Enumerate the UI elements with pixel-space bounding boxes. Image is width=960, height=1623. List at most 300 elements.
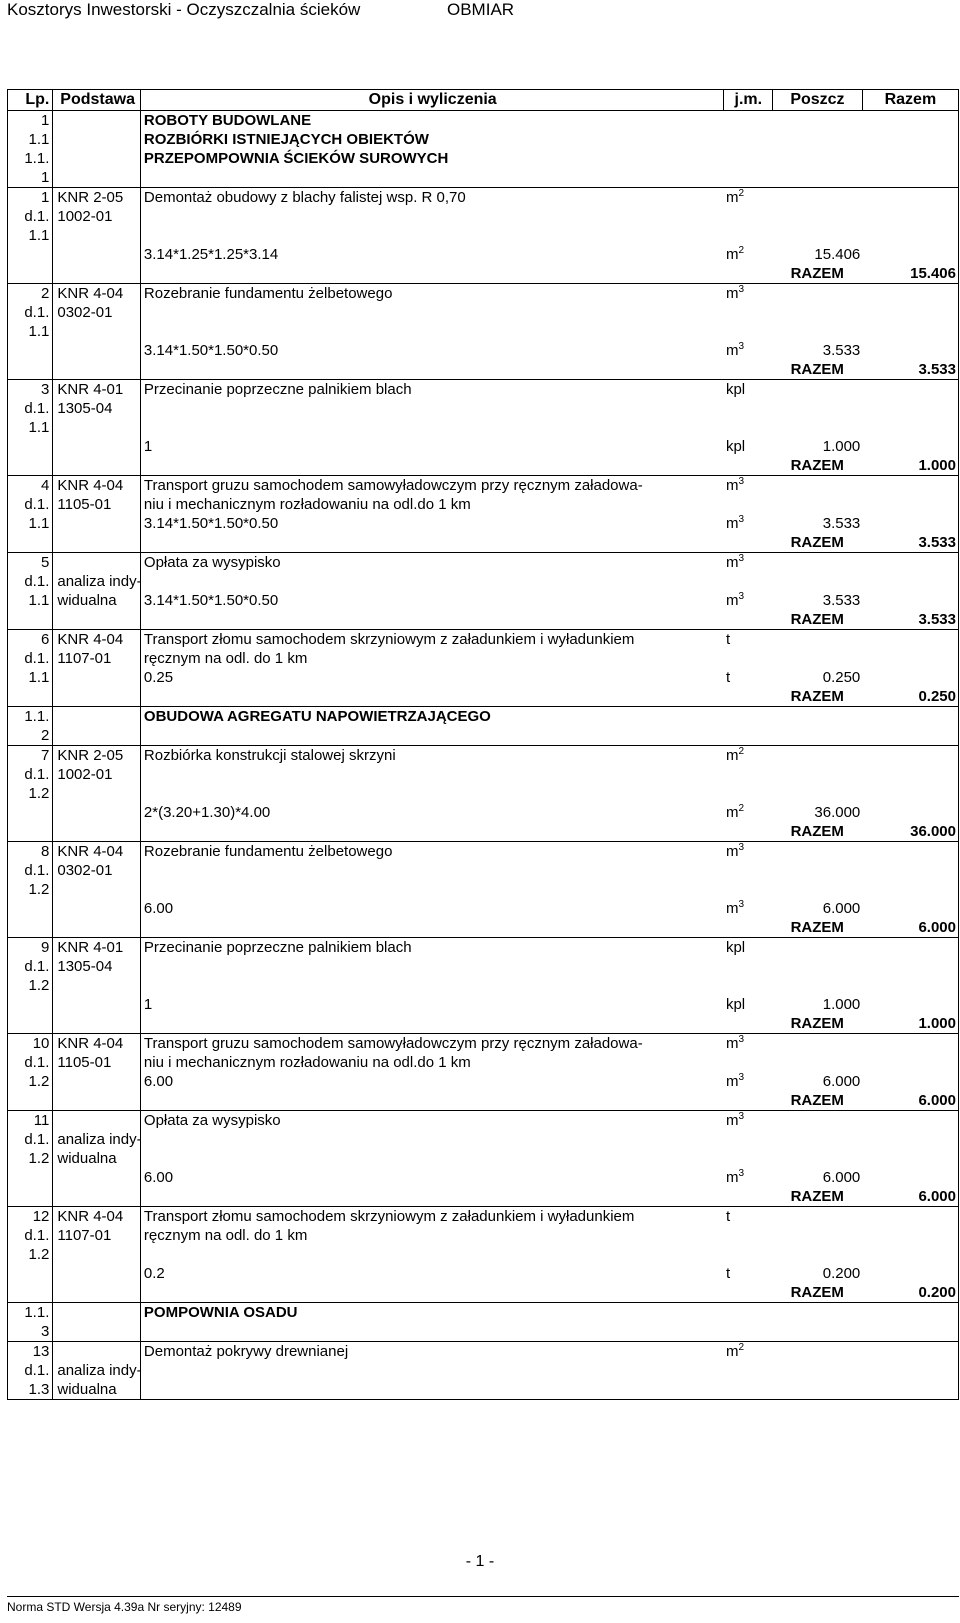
- row-jm: [724, 1014, 773, 1034]
- table-row: [8, 360, 959, 380]
- row-unit: [724, 284, 773, 304]
- unit-exponent: 3: [738, 341, 745, 352]
- row-lp: [8, 899, 53, 918]
- row-lp: 1.2: [8, 880, 53, 899]
- row-unit: [724, 1264, 773, 1283]
- table-row: [8, 207, 959, 226]
- unit-exponent: 3: [738, 476, 745, 487]
- unit-exponent: 2: [738, 188, 745, 199]
- row-razem: [862, 1264, 958, 1283]
- razem-label: RAZEM: [790, 1284, 844, 1301]
- unit-text: t: [725, 669, 731, 686]
- row-razem: [862, 418, 958, 437]
- unit-exponent: 2: [738, 803, 745, 814]
- row-unit: [724, 880, 773, 899]
- table-row: [8, 514, 959, 533]
- row-podstawa: [53, 418, 141, 437]
- table-row: [8, 649, 959, 668]
- table-row: [8, 1245, 959, 1264]
- row-desc: 6.00: [143, 1073, 174, 1090]
- razem-value: 1.000: [862, 1014, 958, 1034]
- row-lp: [8, 264, 53, 284]
- razem-label: RAZEM: [790, 1188, 844, 1205]
- row-desc: [140, 1361, 724, 1380]
- unit-text: t: [725, 631, 731, 648]
- row-podstawa: [53, 976, 141, 995]
- unit-text: kpl: [725, 996, 746, 1013]
- column-header-podstawa: Podstawa: [53, 90, 141, 111]
- row-podstawa: [53, 899, 141, 918]
- row-desc: ręcznym na odl. do 1 km: [143, 650, 308, 667]
- row-lp: 11: [8, 1111, 53, 1131]
- table-row: [8, 822, 959, 842]
- row-unit: [724, 1072, 773, 1091]
- row-razem: [862, 784, 958, 803]
- row-lp: 3: [8, 1322, 53, 1342]
- row-lp: 1.2: [8, 784, 53, 803]
- row-razem: [862, 765, 958, 784]
- table-row: [8, 168, 959, 188]
- unit-text: m: [725, 1035, 739, 1052]
- document-title: Kosztorys Inwestorski - Oczyszczalnia ścieków: [7, 0, 361, 19]
- row-desc: [140, 880, 724, 899]
- row-poszcz: 0.250: [822, 669, 861, 686]
- table-row: [8, 1264, 959, 1283]
- row-desc: Rozbiórka konstrukcji stalowej skrzyni: [140, 746, 724, 766]
- row-desc: ROBOTY BUDOWLANE: [140, 111, 724, 131]
- unit-exponent: 3: [738, 553, 745, 564]
- row-desc: Demontaż pokrywy drewnianej: [140, 1342, 724, 1362]
- row-unit: [724, 341, 773, 360]
- row-desc: ręcznym na odl. do 1 km: [143, 1227, 308, 1244]
- razem-label: RAZEM: [790, 265, 844, 282]
- unit-text: m: [725, 900, 739, 917]
- row-podstawa: KNR 4-04: [53, 1034, 141, 1054]
- row-razem: [862, 341, 958, 360]
- row-razem: [862, 957, 958, 976]
- unit-text: m: [725, 554, 739, 571]
- row-unit: [724, 746, 773, 766]
- row-poszcz: [773, 842, 863, 862]
- table-row: [8, 1053, 959, 1072]
- row-razem: [862, 284, 958, 304]
- row-podstawa: [53, 1283, 141, 1303]
- razem-label: RAZEM: [790, 1092, 844, 1109]
- row-desc: [140, 1380, 724, 1400]
- row-unit: [724, 803, 773, 822]
- row-lp: d.1.: [8, 207, 53, 226]
- row-unit: [724, 111, 773, 131]
- row-lp: 1.1: [8, 322, 53, 341]
- row-razem: [862, 1245, 958, 1264]
- razem-value: 6.000: [862, 918, 958, 938]
- table-row: [8, 803, 959, 822]
- row-podstawa: [53, 1091, 141, 1111]
- row-poszcz: [773, 284, 863, 304]
- table-row: [8, 1072, 959, 1091]
- row-podstawa: [53, 264, 141, 284]
- row-lp: 2: [8, 284, 53, 304]
- row-razem: [862, 938, 958, 958]
- row-poszcz: 1.000: [822, 996, 861, 1013]
- row-desc: [140, 957, 724, 976]
- row-unit: [724, 1361, 773, 1380]
- row-unit: [724, 188, 773, 208]
- row-lp: [8, 1091, 53, 1111]
- table-row: [8, 918, 959, 938]
- row-jm: [724, 360, 773, 380]
- unit-text: m: [725, 843, 739, 860]
- row-razem: [862, 976, 958, 995]
- table-row: [8, 399, 959, 418]
- row-unit: [724, 649, 773, 668]
- row-podstawa: [53, 1245, 141, 1264]
- row-razem: [862, 1168, 958, 1187]
- row-lp: d.1.: [8, 572, 53, 591]
- row-poszcz: [773, 1149, 863, 1168]
- row-podstawa: [53, 149, 141, 168]
- row-razem: [862, 207, 958, 226]
- table-row: [8, 899, 959, 918]
- row-razem: [862, 1034, 958, 1054]
- row-lp: 6: [8, 630, 53, 650]
- row-desc: [140, 322, 724, 341]
- row-desc: [140, 226, 724, 245]
- razem-value: 36.000: [862, 822, 958, 842]
- table-row: [8, 495, 959, 514]
- row-razem: [862, 303, 958, 322]
- row-razem: [862, 726, 958, 746]
- row-lp: 1.2: [8, 1149, 53, 1168]
- row-poszcz: [773, 303, 863, 322]
- row-unit: [724, 322, 773, 341]
- unit-exponent: 3: [738, 1072, 745, 1083]
- row-podstawa: [53, 322, 141, 341]
- row-unit: [724, 591, 773, 610]
- row-unit: [724, 380, 773, 400]
- row-desc: [140, 687, 724, 707]
- row-desc: Transport złomu samochodem skrzyniowym z załadunkiem i wyładunkiem: [140, 1207, 724, 1227]
- row-razem: [862, 399, 958, 418]
- row-poszcz: [773, 861, 863, 880]
- row-razem: [862, 899, 958, 918]
- row-unit: [724, 630, 773, 650]
- row-poszcz: [773, 380, 863, 400]
- razem-value: 0.250: [862, 687, 958, 707]
- row-desc: 0.2: [143, 1265, 165, 1282]
- row-lp: [8, 360, 53, 380]
- row-lp: 1.1: [8, 130, 53, 149]
- unit-exponent: 3: [738, 899, 745, 910]
- row-poszcz: 6.000: [822, 1073, 861, 1090]
- row-razem: [862, 1207, 958, 1227]
- row-podstawa: 1002-01: [53, 207, 141, 226]
- row-unit: [724, 707, 773, 727]
- row-razem: [862, 476, 958, 496]
- row-lp: 1.2: [8, 976, 53, 995]
- table-row: [8, 1091, 959, 1111]
- row-poszcz: [773, 130, 863, 149]
- row-jm: [724, 533, 773, 553]
- row-desc: [140, 572, 724, 591]
- row-lp: [8, 1168, 53, 1187]
- row-razem: [862, 668, 958, 687]
- row-lp: d.1.: [8, 765, 53, 784]
- row-unit: [724, 1245, 773, 1264]
- table-row: [8, 1130, 959, 1149]
- row-podstawa: [53, 341, 141, 360]
- row-razem: [862, 746, 958, 766]
- row-podstawa: [53, 803, 141, 822]
- row-lp: 5: [8, 553, 53, 573]
- table-row: [8, 130, 959, 149]
- row-podstawa: [53, 1187, 141, 1207]
- row-podstawa: KNR 2-05: [53, 188, 141, 208]
- column-header-jm: j.m.: [724, 90, 773, 111]
- row-lp: 1.1: [8, 418, 53, 437]
- row-lp: d.1.: [8, 1226, 53, 1245]
- unit-text: m: [725, 747, 739, 764]
- table-row: [8, 418, 959, 437]
- row-unit: [724, 899, 773, 918]
- row-lp: d.1.: [8, 957, 53, 976]
- table-header-row: [8, 90, 959, 111]
- row-poszcz: [773, 1111, 863, 1131]
- row-lp: 1.1.: [8, 149, 53, 168]
- row-lp: d.1.: [8, 861, 53, 880]
- table-row: [8, 1014, 959, 1034]
- row-poszcz: [773, 976, 863, 995]
- row-poszcz: [773, 1226, 863, 1245]
- table-row: [8, 1303, 959, 1323]
- row-podstawa: [53, 1322, 141, 1342]
- unit-text: m: [725, 246, 739, 263]
- unit-text: m: [725, 804, 739, 821]
- row-poszcz: [773, 495, 863, 514]
- row-podstawa: analiza indy-: [53, 572, 141, 591]
- row-razem: [862, 995, 958, 1014]
- row-poszcz: 1.000: [822, 438, 861, 455]
- row-unit: [724, 938, 773, 958]
- row-podstawa: 1105-01: [53, 1053, 141, 1072]
- row-unit: [724, 957, 773, 976]
- row-razem: [862, 1361, 958, 1380]
- row-razem: [862, 1226, 958, 1245]
- row-desc: [140, 418, 724, 437]
- table-row: [8, 456, 959, 476]
- row-poszcz: [773, 630, 863, 650]
- unit-text: m: [725, 1343, 739, 1360]
- row-podstawa: analiza indy-: [53, 1130, 141, 1149]
- row-desc: OBUDOWA AGREGATU NAPOWIETRZAJĄCEGO: [140, 707, 724, 727]
- row-desc: [140, 207, 724, 226]
- razem-label: RAZEM: [790, 1015, 844, 1032]
- row-desc: [140, 360, 724, 380]
- row-desc: Przecinanie poprzeczne palnikiem blach: [140, 380, 724, 400]
- row-razem: [862, 861, 958, 880]
- row-razem: [862, 630, 958, 650]
- unit-text: m: [725, 189, 739, 206]
- row-poszcz: 3.533: [822, 592, 861, 609]
- row-razem: [862, 168, 958, 188]
- row-razem: [862, 842, 958, 862]
- row-razem: [862, 1053, 958, 1072]
- row-jm: [724, 1283, 773, 1303]
- row-lp: 1: [8, 111, 53, 131]
- row-poszcz: [773, 1303, 863, 1323]
- razem-value: 0.200: [862, 1283, 958, 1303]
- row-jm: [724, 456, 773, 476]
- row-podstawa: [53, 553, 141, 573]
- row-desc: Demontaż obudowy z blachy falistej wsp. R 0,70: [140, 188, 724, 208]
- row-podstawa: KNR 4-04: [53, 1207, 141, 1227]
- razem-label: RAZEM: [790, 534, 844, 551]
- table-row: [8, 533, 959, 553]
- row-podstawa: [53, 784, 141, 803]
- row-desc: niu i mechanicznym rozładowaniu na odl.do 1 km: [143, 1054, 471, 1071]
- row-lp: [8, 995, 53, 1014]
- row-unit: [724, 149, 773, 168]
- row-desc: [140, 765, 724, 784]
- row-unit: [724, 495, 773, 514]
- row-razem: [862, 514, 958, 533]
- row-lp: 1.1: [8, 591, 53, 610]
- row-lp: 9: [8, 938, 53, 958]
- table-row: [8, 1111, 959, 1131]
- unit-text: kpl: [725, 939, 746, 956]
- row-razem: [862, 553, 958, 573]
- row-unit: [724, 553, 773, 573]
- row-podstawa: 1305-04: [53, 399, 141, 418]
- unit-exponent: 3: [738, 591, 745, 602]
- row-poszcz: [773, 168, 863, 188]
- table-row: [8, 726, 959, 746]
- row-desc: [140, 1091, 724, 1111]
- row-podstawa: 1305-04: [53, 957, 141, 976]
- row-poszcz: [773, 1034, 863, 1054]
- unit-exponent: 3: [738, 1111, 745, 1122]
- unit-text: t: [725, 1208, 731, 1225]
- row-jm: [724, 264, 773, 284]
- row-desc: 1: [143, 438, 153, 455]
- row-lp: [8, 341, 53, 360]
- row-podstawa: KNR 4-04: [53, 842, 141, 862]
- row-podstawa: [53, 1072, 141, 1091]
- row-unit: [724, 418, 773, 437]
- row-razem: [862, 1111, 958, 1131]
- row-unit: [724, 226, 773, 245]
- row-poszcz: [773, 399, 863, 418]
- row-lp: d.1.: [8, 1361, 53, 1380]
- row-podstawa: [53, 726, 141, 746]
- row-razem: [862, 226, 958, 245]
- footer-divider: [7, 1596, 959, 1597]
- row-unit: [724, 514, 773, 533]
- unit-exponent: 2: [738, 746, 745, 757]
- row-desc: 1: [143, 996, 153, 1013]
- row-desc: Rozebranie fundamentu żelbetowego: [140, 284, 724, 304]
- unit-exponent: 3: [738, 1168, 745, 1179]
- row-poszcz: [773, 765, 863, 784]
- footer-note: Norma STD Wersja 4.39a Nr seryjny: 12489: [7, 1600, 242, 1614]
- row-podstawa: [53, 995, 141, 1014]
- row-lp: [8, 245, 53, 264]
- row-poszcz: [773, 1322, 863, 1342]
- row-lp: [8, 803, 53, 822]
- row-unit: [724, 1053, 773, 1072]
- row-unit: [724, 1168, 773, 1187]
- table-row: [8, 687, 959, 707]
- unit-text: kpl: [725, 438, 746, 455]
- row-poszcz: [773, 726, 863, 746]
- row-poszcz: [773, 418, 863, 437]
- row-poszcz: [773, 226, 863, 245]
- row-poszcz: 3.533: [822, 342, 861, 359]
- row-unit: [724, 303, 773, 322]
- unit-text: m: [725, 477, 739, 494]
- table-row: [8, 303, 959, 322]
- row-poszcz: [773, 1053, 863, 1072]
- row-lp: 4: [8, 476, 53, 496]
- row-lp: [8, 1264, 53, 1283]
- row-jm: [724, 918, 773, 938]
- row-razem: [862, 437, 958, 456]
- table-row: [8, 1380, 959, 1400]
- row-podstawa: [53, 437, 141, 456]
- row-poszcz: 6.000: [822, 900, 861, 917]
- row-podstawa: [53, 1168, 141, 1187]
- row-desc: Przecinanie poprzeczne palnikiem blach: [140, 938, 724, 958]
- row-razem: [862, 1303, 958, 1323]
- table-row: [8, 842, 959, 862]
- row-desc: 0.25: [143, 669, 174, 686]
- table-row: [8, 995, 959, 1014]
- row-poszcz: [773, 476, 863, 496]
- row-poszcz: [773, 649, 863, 668]
- table-row: [8, 1322, 959, 1342]
- row-podstawa: KNR 4-04: [53, 630, 141, 650]
- page-number: - 1 -: [465, 1553, 495, 1570]
- row-lp: [8, 822, 53, 842]
- row-jm: [724, 687, 773, 707]
- row-lp: 3: [8, 380, 53, 400]
- row-podstawa: [53, 668, 141, 687]
- unit-exponent: 3: [738, 284, 745, 295]
- table-row: [8, 1342, 959, 1362]
- row-lp: [8, 918, 53, 938]
- razem-label: RAZEM: [790, 457, 844, 474]
- razem-label: RAZEM: [790, 919, 844, 936]
- row-podstawa: [53, 360, 141, 380]
- row-desc: [140, 456, 724, 476]
- row-lp: [8, 1283, 53, 1303]
- row-podstawa: [53, 168, 141, 188]
- row-podstawa: [53, 1111, 141, 1131]
- unit-text: t: [725, 1265, 731, 1282]
- row-desc: Rozebranie fundamentu żelbetowego: [140, 842, 724, 862]
- row-poszcz: [773, 707, 863, 727]
- row-podstawa: 0302-01: [53, 861, 141, 880]
- row-lp: 13: [8, 1342, 53, 1362]
- table-row: [8, 1187, 959, 1207]
- row-poszcz: [773, 1380, 863, 1400]
- row-lp: 1.1: [8, 226, 53, 245]
- table-row: [8, 976, 959, 995]
- row-poszcz: [773, 207, 863, 226]
- row-lp: [8, 1187, 53, 1207]
- table-row: [8, 1226, 959, 1245]
- row-podstawa: 1105-01: [53, 495, 141, 514]
